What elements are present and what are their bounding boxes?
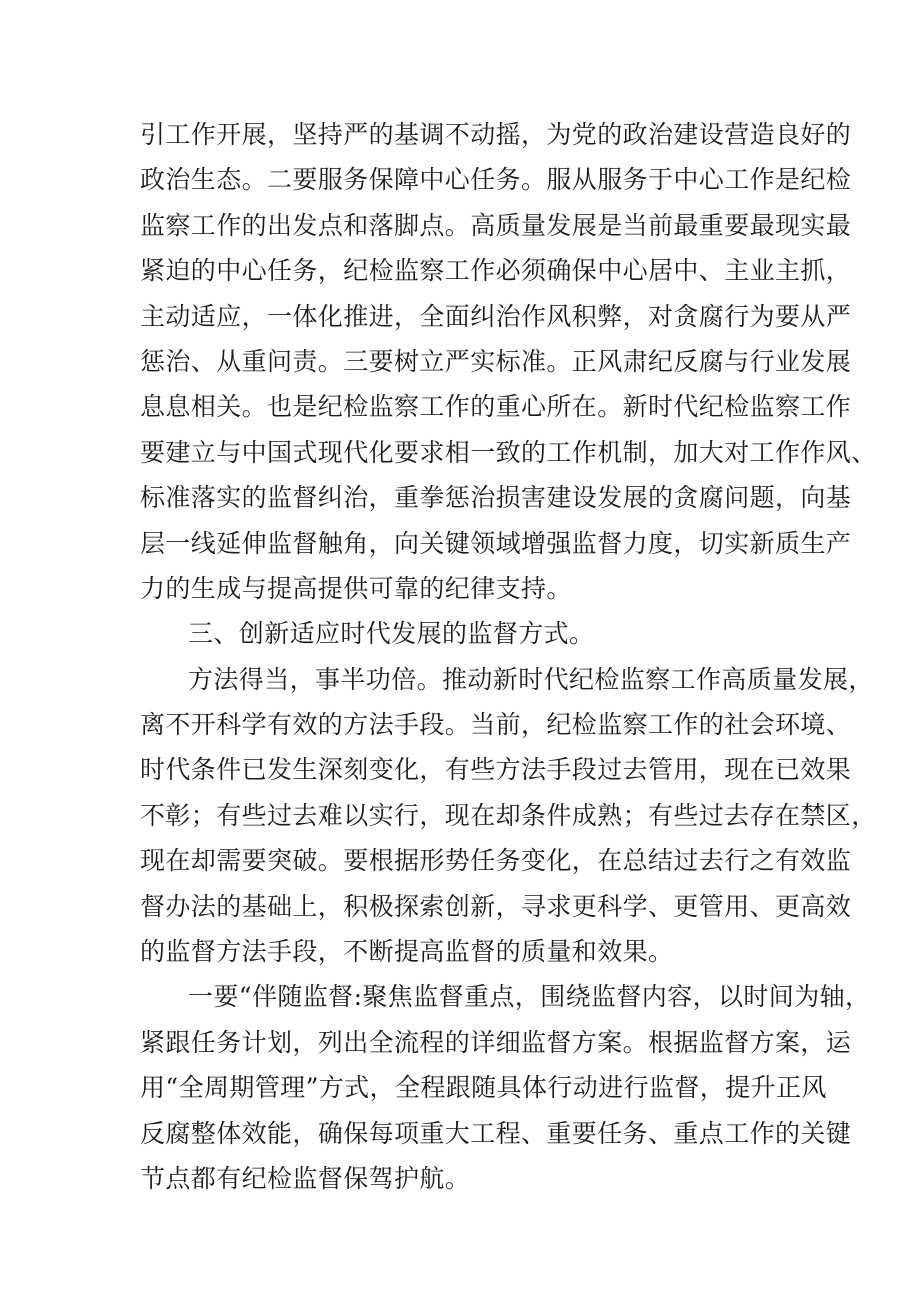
text-line: 政治生态。二要服务保障中心任务。服从服务于中心工作是纪检 bbox=[140, 165, 852, 195]
text-line: 现在却需要突破。要根据形势任务变化，在总结过去行之有效监 bbox=[140, 846, 852, 876]
text-line: 一要“伴随监督:聚焦监督重点，围绕监督内容，以时间为轴， bbox=[188, 982, 871, 1012]
text-line: 引工作开展，坚持严的基调不动摇，为党的政治建设营造良好的 bbox=[140, 120, 852, 149]
text-line: 时代条件已发生深刻变化，有些方法手段过去管用，现在已效果 bbox=[140, 755, 852, 785]
text-line: 惩治、从重问责。三要树立严实标准。正风肃纪反腐与行业发展 bbox=[140, 346, 852, 376]
text-line: 力的生成与提高提供可靠的纪律支持。 bbox=[140, 573, 572, 603]
text-line: 反腐整体效能，确保每项重大工程、重要任务、重点工作的关键 bbox=[140, 1118, 852, 1148]
text-line: 离不开科学有效的方法手段。当前，纪检监察工作的社会环境、 bbox=[140, 710, 852, 740]
text-line: 不彰；有些过去难以实行，现在却条件成熟；有些过去存在禁区， bbox=[140, 800, 877, 830]
text-line: 息息相关。也是纪检监察工作的重心所在。新时代纪检监察工作 bbox=[140, 392, 852, 422]
text-line: 用“全周期管理”方式，全程跟随具体行动进行监督，提升正风 bbox=[140, 1073, 827, 1103]
text-line: 监察工作的出发点和落脚点。高质量发展是当前最重要最现实最 bbox=[140, 210, 852, 240]
text-line: 方法得当，事半功倍。推动新时代纪检监察工作高质量发展， bbox=[188, 664, 874, 694]
text-line: 要建立与中国式现代化要求相一致的工作机制，加大对工作作风、 bbox=[140, 437, 877, 467]
text-line: 节点都有纪检监督保驾护航。 bbox=[140, 1163, 471, 1193]
text-line: 标准落实的监督纠治，重拳惩治损害建设发展的贪腐问题，向基 bbox=[140, 483, 852, 513]
text-line: 紧跟任务计划，列出全流程的详细监督方案。根据监督方案，运 bbox=[140, 1027, 852, 1057]
text-line: 主动适应，一体化推进，全面纠治作风积弊，对贪腐行为要从严 bbox=[140, 301, 852, 331]
text-line: 紧迫的中心任务，纪检监察工作必须确保中心居中、主业主抓， bbox=[140, 256, 852, 286]
text-line: 三、创新适应时代发展的监督方式。 bbox=[188, 619, 595, 649]
text-line: 督办法的基础上，积极探索创新，寻求更科学、更管用、更高效 bbox=[140, 891, 852, 921]
text-line: 的监督方法手段，不断提高监督的质量和效果。 bbox=[140, 937, 674, 967]
text-line: 层一线延伸监督触角，向关键领域增强监督力度，切实新质生产 bbox=[140, 528, 852, 558]
document-body bbox=[140, 112, 877, 1201]
